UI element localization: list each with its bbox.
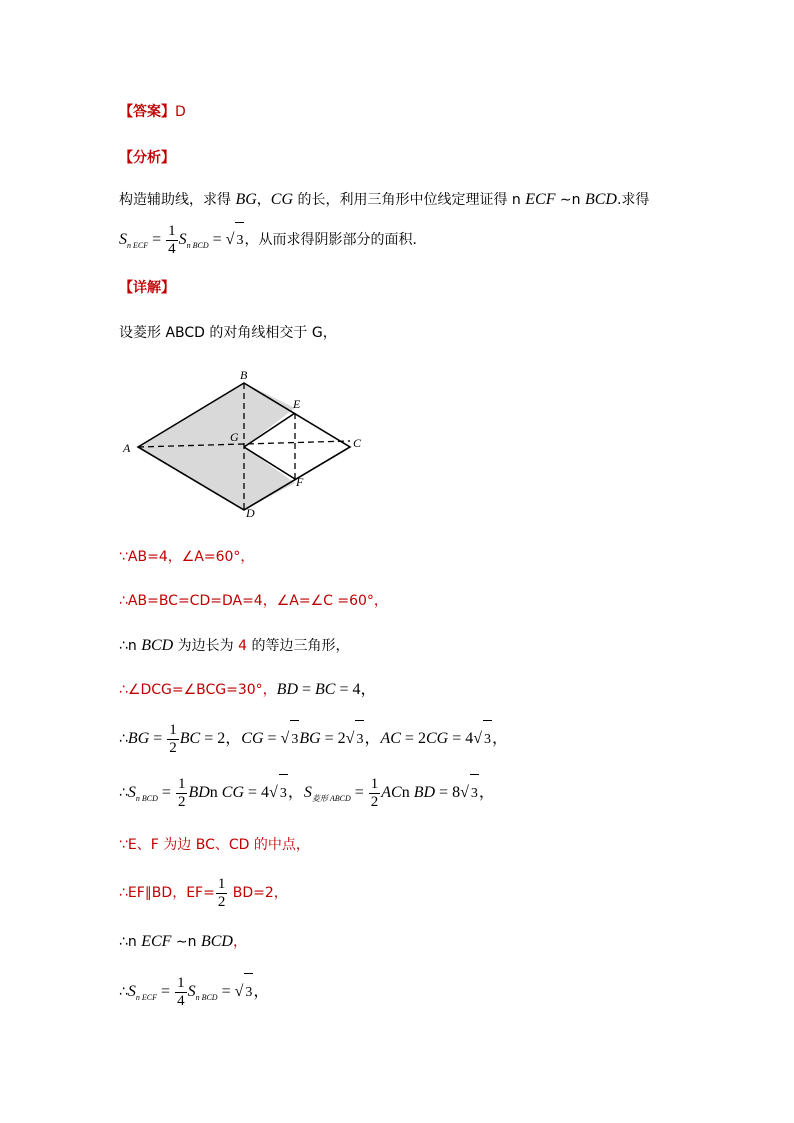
fraction: $\frac{1}{4}$ (168, 222, 176, 257)
label-g: G (230, 430, 239, 444)
math-var: BG (235, 191, 257, 208)
step-1: ∵AB=4，∠A=60°， (119, 549, 255, 565)
analysis-label: 【分析】 (119, 150, 175, 166)
label-c: C (353, 436, 362, 450)
triangle-symbol: n (511, 192, 526, 208)
step-8: ∴EF∥BD，EF= $\frac{1}{2}$ BD=2， (119, 875, 288, 910)
step-4: ∴∠DCG=∠BCG=30°，BD = BC = 4， (119, 681, 377, 698)
label-a: A (123, 441, 131, 455)
answer-line (119, 102, 186, 122)
text: ， (256, 192, 271, 208)
label-b: B (240, 368, 248, 382)
rhombus-figure (118, 365, 368, 525)
answer-value: D (175, 104, 186, 120)
answer-label: 【答案】 (119, 104, 175, 120)
analysis-line-1: 构造辅助线，求得 BG，CG 的长，利用三角形中位线定理证得 n ECF ∼n BCD.求得 (119, 191, 650, 208)
step-10: $\therefore S_{n ECF}$ = $\frac{1}{4}$ $S_{n BCD}$ = √ 3， (119, 973, 269, 1017)
math-var: ECF (525, 191, 556, 208)
step-5: ∴BG = $\frac{1}{2}$ BC = 2，CG = √ 3BG = 2√ 3，AC = 2CG = 4√ 3， (119, 720, 508, 759)
analysis-line-2: $S_{n ECF}$ = $\frac{1}{4}$ $S_{n BCD}$ = √ 3，从而求得阴影部分的面积． (119, 222, 426, 264)
step-7: ∵E、F 为边 BC、CD 的中点， (119, 837, 310, 853)
text: ，从而求得阴影部分的面积． (244, 232, 427, 248)
math-var: BCD (584, 191, 617, 208)
detail-label: 【详解】 (119, 280, 175, 296)
step-2: ∴AB=BC=CD=DA=4，∠A=∠C =60°， (119, 593, 388, 609)
text: .求得 (616, 192, 650, 208)
label-f: F (296, 475, 304, 489)
step-6: $\therefore S_{n BCD}$ = $\frac{1}{2}$ BDn CG = 4√ 3，$S_{菱形 ABCD}$ = $\frac{1}{2}$ ACn BD = 8√ 3， (119, 774, 495, 818)
label-e: E (293, 397, 301, 411)
step-9: ∴n ECF ∼n BCD， (119, 933, 247, 950)
text: 构造辅助线，求得 (119, 192, 236, 208)
text: 的长，利用三角形中位线定理证得 (293, 192, 512, 208)
math-var: CG (270, 191, 294, 208)
step-3: ∴n BCD 为边长为 4 的等边三角形， (119, 637, 350, 654)
text: ∼ (555, 192, 572, 208)
label-d: D (246, 506, 255, 520)
detail-intro: 设菱形 ABCD 的对角线相交于 G， (119, 325, 337, 341)
sqrt-value: 3 (235, 222, 244, 259)
